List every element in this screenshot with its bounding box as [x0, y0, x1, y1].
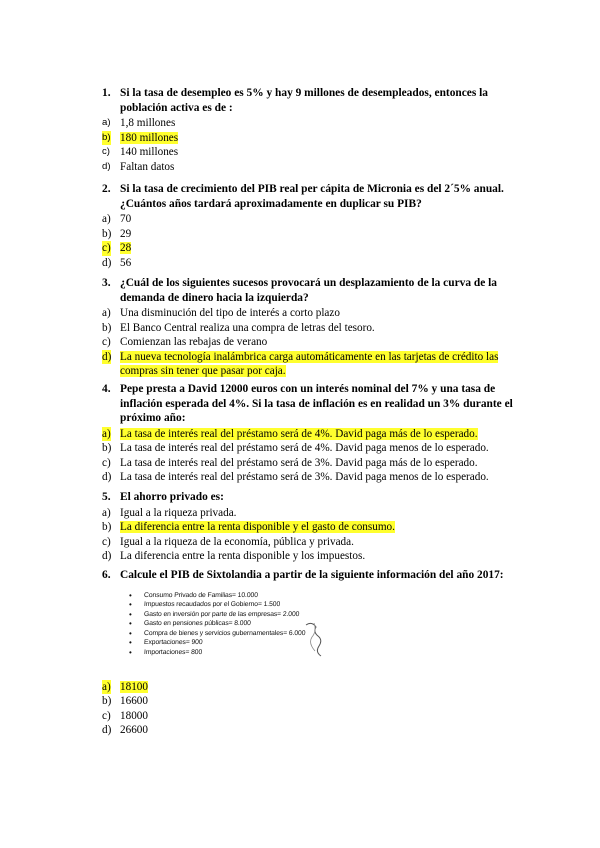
option-letter: a)	[102, 213, 111, 225]
option-c	[102, 335, 512, 350]
option-c	[102, 145, 512, 160]
option-text: Comienzan las rebajas de verano	[120, 336, 268, 349]
option-text: 29	[120, 227, 132, 240]
option-text: Una disminución del tipo de interés a corto plazo	[120, 307, 340, 319]
question-text: Si la tasa de desempleo es 5% y hay 9 millones de desempleados, entonces la población activa es de :	[120, 87, 488, 114]
data-bullet: • Importaciones= 800	[129, 648, 203, 658]
option-text: 180 millones	[120, 131, 179, 144]
option-text: 28	[120, 242, 132, 255]
option-text: El Banco Central realiza una compra de letras del tesoro.	[120, 321, 375, 334]
question-text: Si la tasa de crecimiento del PIB real per cápita de Micronia es del 2´5% anual. ¿Cuántos años tardará aproximadamente en duplicar su PIB?	[120, 183, 504, 210]
option-list	[102, 427, 518, 485]
question-stem	[102, 382, 518, 426]
question-stem	[102, 276, 512, 305]
option-text: 140 millones	[120, 146, 179, 159]
option-letter: d)	[102, 550, 112, 563]
option-c	[102, 709, 522, 724]
option-letter: d)	[102, 724, 112, 737]
option-letter: d)	[102, 350, 112, 363]
option-letter: a)	[102, 427, 111, 440]
data-bullet: • Impuestos recaudados por el Gobierno= 1.500	[129, 600, 281, 610]
option-list	[102, 212, 512, 270]
question-2	[102, 182, 512, 270]
option-text: La diferencia entre la renta disponible y el gasto de consumo.	[120, 521, 395, 534]
option-letter: c)	[102, 456, 111, 469]
option-d-highlighted	[102, 350, 512, 379]
bullet-text: Gasto en pensiones públicas= 8.000	[143, 620, 251, 628]
option-b-highlighted	[102, 131, 512, 146]
option-c	[102, 535, 512, 550]
question-4	[102, 382, 518, 485]
option-text: Igual a la riqueza de la economía, pública y privada.	[120, 535, 354, 548]
question-number: 2.	[102, 183, 111, 195]
option-list	[102, 116, 512, 174]
option-list	[102, 506, 512, 564]
question-number: 1.	[102, 87, 111, 99]
option-b	[102, 227, 512, 242]
option-text: 16600	[120, 695, 148, 708]
option-letter: d)	[102, 256, 112, 269]
option-d	[102, 470, 518, 485]
option-text: La nueva tecnología inalámbrica carga automáticamente en las tarjetas de crédito las compras sin tener que pasar por caja.	[120, 350, 499, 378]
option-d	[102, 256, 512, 271]
question-number: 3.	[102, 277, 111, 289]
option-text: 18000	[120, 709, 148, 722]
bullet-text: Importaciones= 800	[143, 649, 203, 657]
option-a	[102, 116, 512, 131]
option-letter: c)	[102, 336, 111, 349]
option-letter: b)	[102, 131, 111, 146]
question-number: 5.	[102, 491, 111, 503]
pasted-data-list	[102, 591, 522, 658]
option-c-highlighted	[102, 241, 512, 256]
question-3	[102, 276, 512, 379]
bullet-text: Exportaciones= 900	[143, 639, 203, 647]
option-a	[102, 212, 512, 227]
option-text: La tasa de interés real del préstamo será de 4%. David paga menos de lo esperado.	[120, 442, 489, 455]
option-text: La tasa de interés real del préstamo será de 3%. David paga más de lo esperado.	[120, 456, 478, 469]
option-letter: c)	[102, 242, 111, 255]
option-text: 18100	[120, 680, 148, 693]
data-bullet: • Compra de bienes y servicios gubernamentales= 6.000	[129, 628, 306, 638]
option-letter: a)	[102, 680, 111, 693]
question-5	[102, 490, 512, 564]
question-stem	[102, 182, 512, 211]
option-list	[102, 680, 522, 738]
data-bullet: • Exportaciones= 900	[129, 638, 203, 648]
option-letter: a)	[102, 506, 111, 519]
option-b	[102, 441, 518, 456]
option-a	[102, 506, 512, 521]
question-number: 6.	[102, 569, 111, 581]
option-text: 70	[120, 213, 132, 225]
question-stem	[102, 490, 512, 505]
question-number: 4.	[102, 383, 111, 395]
option-letter: c)	[102, 146, 110, 158]
option-letter: d)	[102, 160, 111, 172]
data-bullet: • Gasto en inversión por parte de las empresas= 2.000	[129, 609, 300, 619]
option-d	[102, 160, 512, 175]
bullet-text: Impuestos recaudados por el Gobierno= 1.500	[143, 601, 281, 609]
question-stem	[102, 86, 512, 115]
option-c	[102, 456, 518, 471]
question-stem	[102, 568, 522, 583]
question-text: Pepe presta a David 12000 euros con un interés nominal del 7% y una tasa de inflación esperada del 4%. Si la tasa de inflación es en realidad un 3% durante el próximo año:	[120, 383, 513, 424]
data-bullet: • Consumo Privado de Familias= 10.000	[129, 590, 259, 600]
option-a-highlighted	[102, 680, 522, 695]
question-text: El ahorro privado es:	[120, 491, 224, 503]
bullet-text: Gasto en inversión por parte de las empresas= 2.000	[143, 610, 300, 618]
option-text: Igual a la riqueza privada.	[120, 506, 237, 519]
option-text: La tasa de interés real del préstamo será de 3%. David paga menos de lo esperado.	[120, 471, 489, 484]
option-letter: a)	[102, 307, 111, 319]
option-letter: b)	[102, 227, 112, 240]
question-1	[102, 86, 512, 174]
option-letter: b)	[102, 321, 112, 334]
question-text: Calcule el PIB de Sixtolandia a partir de la siguiente información del año 2017:	[120, 569, 504, 581]
option-letter: d)	[102, 471, 112, 484]
option-list	[102, 306, 512, 379]
option-letter: c)	[102, 709, 111, 722]
option-letter: c)	[102, 535, 111, 548]
question-6	[102, 568, 522, 738]
bullet-text: Compra de bienes y servicios gubernamentales= 6.000	[143, 629, 306, 637]
option-b	[102, 694, 522, 709]
option-text: La diferencia entre la renta disponible y los impuestos.	[120, 550, 366, 563]
option-a	[102, 306, 512, 321]
option-d	[102, 723, 522, 738]
question-text: ¿Cuál de los siguientes sucesos provocará un desplazamiento de la curva de la demanda de dinero hacia la izquierda?	[120, 277, 497, 304]
option-a-highlighted	[102, 427, 518, 442]
bullet-text: Consumo Privado de Familias= 10.000	[143, 591, 259, 599]
scan-smudge-icon	[300, 619, 330, 659]
option-text: 26600	[120, 724, 148, 737]
option-b-highlighted	[102, 520, 512, 535]
option-text: 1,8 millones	[120, 117, 176, 129]
option-d	[102, 549, 512, 564]
data-bullet: • Gasto en pensiones públicas= 8.000	[129, 619, 251, 629]
option-letter: b)	[102, 695, 112, 708]
option-letter: b)	[102, 442, 112, 455]
option-text: 56	[120, 256, 132, 269]
option-letter: a)	[102, 117, 111, 128]
option-text: La tasa de interés real del préstamo será de 4%. David paga más de lo esperado.	[120, 427, 478, 440]
option-letter: b)	[102, 521, 112, 534]
option-b	[102, 321, 512, 336]
option-text: Faltan datos	[120, 160, 175, 173]
